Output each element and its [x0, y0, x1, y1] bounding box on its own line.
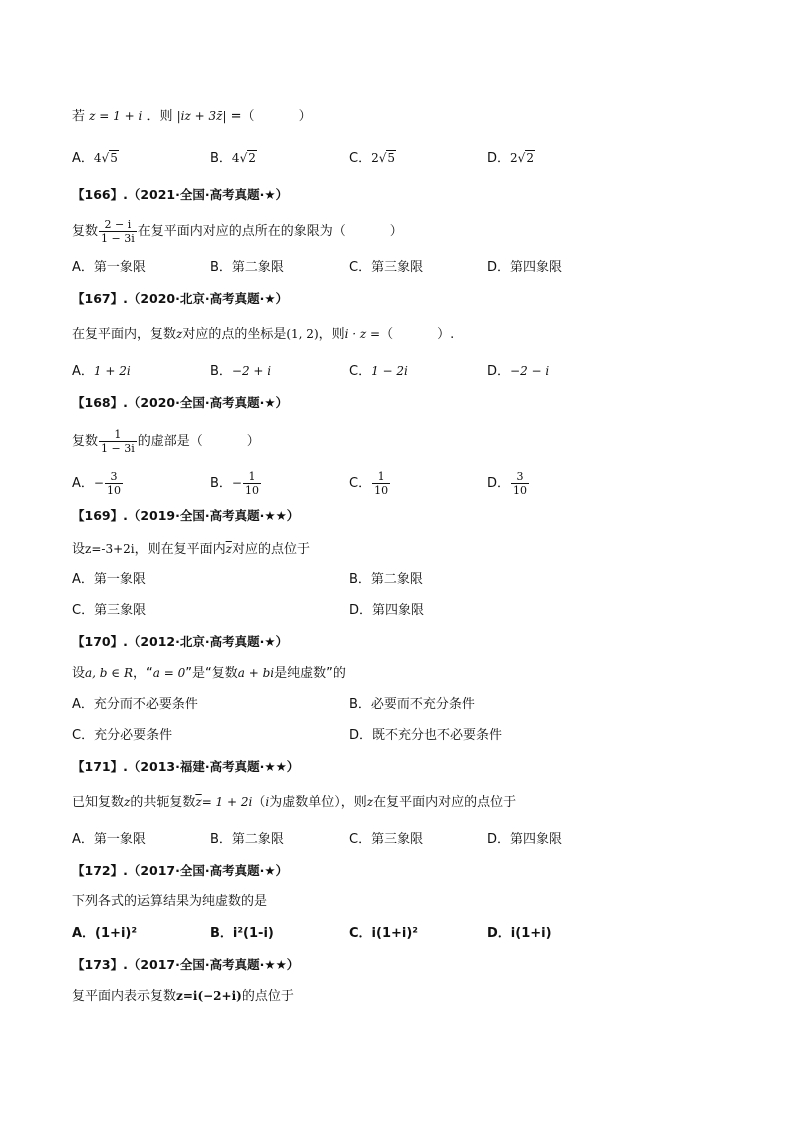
option-radicand: 5 [110, 151, 118, 165]
question-166-header: 【166】.（2021·全国·高考真题·★） [72, 187, 289, 202]
option-a: A．第一象限 [72, 572, 146, 587]
stem-text: 设 [72, 542, 86, 557]
option-radicand: 2 [526, 151, 534, 165]
stem-text: ） [389, 224, 403, 239]
fraction-denominator: 10 [106, 484, 121, 497]
stem-text: 复平面内表示复数 [72, 989, 177, 1004]
stem-text: 对应的点位于 [231, 542, 310, 557]
option-radicand: 5 [387, 151, 396, 165]
math-variable: i [265, 795, 270, 809]
conjugate-variable: $\overline{z}$ [195, 795, 202, 809]
option-letter: A． [72, 476, 94, 491]
option-letter: D． [487, 151, 511, 166]
stem-text: ．则 [146, 109, 173, 124]
fraction-denominator: 1 − 3i [101, 442, 135, 455]
stem-text: 的共轭复数 [130, 795, 196, 810]
option-letter: C． [349, 151, 372, 166]
stem-text: 为虚数单位），则 [269, 795, 367, 810]
option-d: D．i(1+i) [487, 926, 552, 941]
question-170-stem [72, 663, 346, 684]
stem-text: ，则在复平面内 [134, 542, 226, 557]
fraction [511, 470, 529, 497]
option-c: C．第三象限 [72, 603, 147, 618]
option-letter: B． [210, 364, 232, 379]
stem-text: 复数 [72, 434, 99, 449]
option-a [72, 470, 124, 497]
option-b: B．第二象限 [210, 832, 284, 847]
question-167-stem [72, 324, 454, 345]
question-171-header: 【171】.（2013·福建·高考真题·★★） [72, 759, 300, 774]
option-d: D．第四象限 [487, 260, 563, 275]
option-a: A．(1+i)² [72, 926, 138, 941]
fraction-numerator: 2 − i [104, 218, 132, 231]
question-173-stem [72, 986, 294, 1007]
question-173-header: 【173】.（2017·全国·高考真题·★★） [72, 957, 300, 972]
stem-text: 是纯虚数”的 [274, 666, 346, 681]
option-b: B．第二象限 [349, 572, 423, 587]
question-168-stem [72, 428, 260, 455]
option-b: B．i²(1-i) [210, 926, 274, 941]
stem-text: ） [246, 434, 260, 449]
fraction [372, 470, 390, 497]
option-d: D．既不充分也不必要条件 [349, 728, 503, 743]
question-169-header: 【169】.（2019·全国·高考真题·★★） [72, 508, 300, 523]
math-expression: z = 1 + i [89, 109, 143, 123]
option-c: C．2√5 [349, 151, 396, 166]
math-expression: a = 0 [152, 666, 186, 680]
stem-text: =（ [230, 109, 255, 124]
stem-text: 复数 [72, 224, 99, 239]
stem-text: 在复平面内，复数 [72, 327, 177, 342]
stem-text: 在复平面内对应的点所在的象限为（ [137, 224, 346, 239]
option-a: A．4√5 [72, 151, 118, 166]
option-letter: B． [210, 151, 232, 166]
option-value: −2 + i [231, 364, 272, 378]
fraction [99, 218, 137, 245]
option-letter: D． [487, 364, 511, 379]
question-169-stem [72, 539, 310, 560]
question-168-header: 【168】.（2020·全国·高考真题·★） [72, 395, 289, 410]
fraction [99, 428, 137, 455]
option-a: A．第一象限 [72, 832, 146, 847]
stem-text: ，则 [318, 327, 345, 342]
fraction-numerator: 1 [248, 470, 256, 483]
option-a: A．第一象限 [72, 260, 146, 275]
math-expression: z=i(−2+i) [176, 989, 242, 1003]
conjugate-variable: $\overline{z}$ [225, 542, 232, 556]
option-c [349, 361, 408, 382]
question-166-stem [72, 218, 403, 245]
fraction [243, 470, 261, 497]
stem-text: （ [252, 795, 266, 810]
option-letter: C． [349, 476, 372, 491]
option-c: C．第三象限 [349, 832, 424, 847]
option-c: C．第三象限 [349, 260, 424, 275]
option-d [487, 470, 530, 497]
math-expression: i · z = [344, 327, 381, 341]
fraction-numerator: 1 [114, 428, 122, 441]
fraction-denominator: 10 [374, 484, 389, 497]
stem-text: 的点位于 [241, 989, 294, 1004]
option-value: 1 − 2i [371, 364, 408, 378]
math-variable: z [366, 795, 374, 809]
stem-text: 已知复数 [72, 795, 125, 810]
fraction-numerator: 3 [110, 470, 118, 483]
math-expression: a, b ∈ R [85, 666, 134, 680]
option-letter: A． [72, 151, 94, 166]
option-b [210, 361, 271, 382]
question-170-header: 【170】.（2012·北京·高考真题·★） [72, 634, 289, 649]
math-variable: z [124, 795, 131, 809]
fraction [105, 470, 123, 497]
stem-text: ）. [437, 327, 455, 342]
option-sign: − [231, 476, 242, 490]
math-expression: (1, 2) [286, 327, 319, 341]
fraction-denominator: 10 [513, 484, 528, 497]
option-d: D．第四象限 [349, 603, 425, 618]
option-a: A．充分而不必要条件 [72, 697, 198, 712]
option-a [72, 361, 131, 382]
question-172-header: 【172】.（2017·全国·高考真题·★） [72, 863, 289, 878]
option-d [487, 361, 549, 382]
stem-text: （ [380, 327, 394, 342]
question-167-header: 【167】.（2020·北京·高考真题·★） [72, 291, 289, 306]
option-value: −2 − i [510, 364, 550, 378]
stem-text: 的虚部是（ [137, 434, 203, 449]
option-letter: D． [487, 476, 511, 491]
option-letter: A． [72, 364, 94, 379]
stem-text: ”是“复数 [185, 666, 238, 681]
stem-text: 设 [72, 666, 86, 681]
option-b: B．第二象限 [210, 260, 284, 275]
option-coefficient: 4 [231, 151, 240, 165]
option-c: C．i(1+i)² [349, 926, 418, 941]
option-radicand: 2 [248, 151, 256, 165]
option-b: B．4√2 [210, 151, 256, 166]
option-sign: − [93, 476, 104, 490]
math-variable: z [176, 327, 183, 341]
stem-text: ，“ [133, 666, 153, 681]
question-171-stem [72, 792, 516, 813]
option-coefficient: 2 [371, 151, 379, 165]
option-b [210, 470, 262, 497]
option-letter: B． [210, 476, 232, 491]
math-expression: z=-3+2i [85, 542, 135, 556]
option-letter: C． [349, 364, 372, 379]
fraction-denominator: 1 − 3i [101, 232, 135, 245]
option-d: D．2√2 [487, 151, 534, 166]
fraction-numerator: 3 [516, 470, 524, 483]
option-coefficient: 4 [93, 151, 102, 165]
math-expression: = 1 + 2i [201, 795, 253, 809]
option-c [349, 470, 391, 497]
option-d: D．第四象限 [487, 832, 563, 847]
stem-text: 对应的点的坐标是 [182, 327, 287, 342]
math-expression: a + bi [237, 666, 275, 680]
question-172-stem: 下列各式的运算结果为纯虚数的是 [72, 894, 268, 909]
stem-text: 在复平面内对应的点位于 [373, 795, 517, 810]
fraction-numerator: 1 [377, 470, 385, 483]
math-expression: |iz + 3z̄| [176, 109, 227, 123]
stem-text: 若 [72, 109, 86, 124]
option-value: 1 + 2i [93, 364, 131, 378]
option-coefficient: 2 [510, 151, 518, 165]
fraction-denominator: 10 [244, 484, 259, 497]
option-b: B．必要而不充分条件 [349, 697, 475, 712]
stem-text: ） [298, 109, 312, 124]
option-c: C．充分必要条件 [72, 728, 173, 743]
question-165-stem [72, 106, 312, 127]
